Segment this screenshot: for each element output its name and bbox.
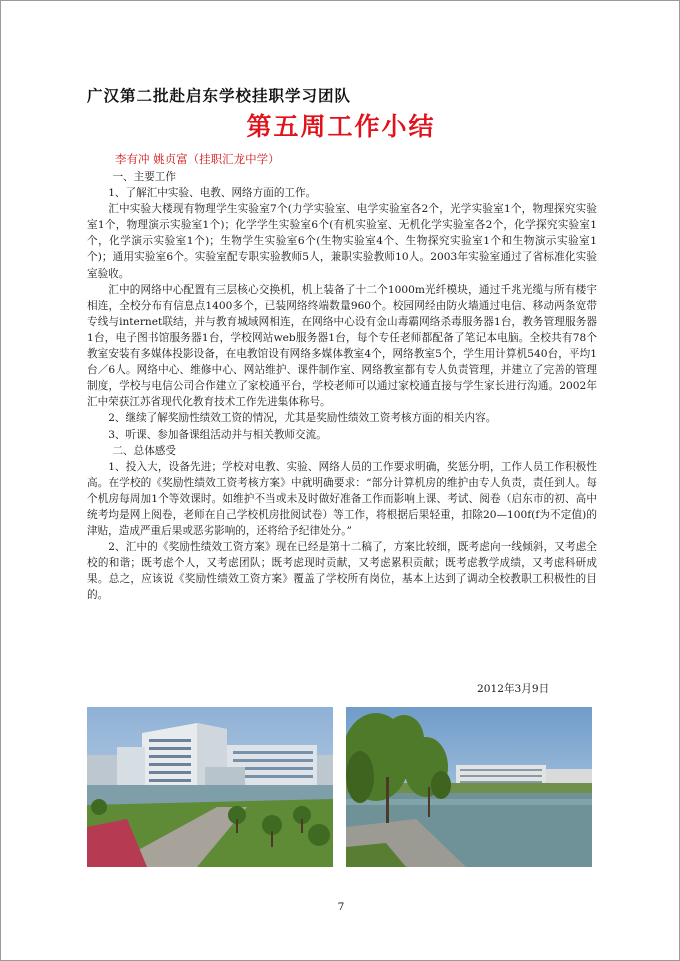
- organization-line: 广汉第二批赴启东学校挂职学习团队: [87, 86, 352, 105]
- section-heading-main-work: 一、主要工作: [112, 171, 176, 183]
- report-date: 2012年3月9日: [477, 683, 550, 695]
- page-title: 第五周工作小结: [246, 112, 436, 141]
- campus-building-photo: [87, 707, 333, 867]
- paragraph: 汇中的网络中心配置有三层核心交换机，机上装备了十二个1000m光纤模块，通过千兆光缆与所有楼宇相连，全校分布有信息点1400多个，已装网络终端数量960个。校园网经由防火墙通过电信、移动两条宽带专线与internet联结，并与教育城域网相连，在网络中心设有金山毒霸网络杀毒服务器1台，教务管理服务器1台，电子图书馆服务器1台，学校网站web服务器1台，每个专任老师都配备了笔记本电脑。全校共有78个教室安装有多媒体投影设备，在电教馆设有网络多媒体教室4个，网络教室5个，学生用计算机540台，平均1台／6人。网络中心、维修中心、网站维护、课件制作室、网络教室都有专人负责管理，并建立了完善的管理制度，学校与电信公司合作建立了家校通平台，学校老师可以通过家校通直接与学生家长进行沟通。2002年汇中荣获江苏省现代化教育技术工作先进集体称号。: [87, 283, 597, 409]
- paragraph: 3、听课、参加备课组活动并与相关教师交流。: [108, 428, 327, 441]
- campus-lake-photo: [346, 707, 592, 867]
- paragraph: 1、了解汇中实验、电教、网络方面的工作。: [108, 187, 317, 200]
- authors-line: 李有冲 姚贞富（挂职汇龙中学）: [115, 152, 280, 166]
- page-number: 7: [337, 901, 345, 913]
- paragraph: 汇中实验大楼现有物理学生实验室7个(力学实验室、电学实验室各2个，光学实验室1个，物理探究实验室1个，物理演示实验室1个)；化学学生实验室6个(有机实验室、无机化学实验室各2个，化学探究实验室1个，化学演示实验室1个)；生物学生实验室6个(生物实验室4个、生物探究实验室1个和生物演示实验室1个)；通用实验室6个。实验室配专职实验教师5人，兼职实验教师10人。2003年实验室通过了省标准化实验室验收。: [87, 203, 597, 280]
- paragraph: 2、继续了解奖励性绩效工资的情况，尤其是奖励性绩效工资考核方面的相关内容。: [108, 412, 497, 425]
- report-body: [87, 169, 597, 604]
- paragraph: 1、投入大，设备先进；学校对电教、实验、网络人员的工作要求明确，奖惩分明，工作人员工作积极性高。在学校的《奖励性绩效工资考核方案》中就明确要求：“部分计算机房的维护由专人负责，责任到人。每个机房每周加1个等效课时。如维护不当或未及时做好准备工作而影响上课、考试、阅卷（启东市的初、高中统考均是网上阅卷，老师在自己学校机房批阅试卷）等工作，将根据后果轻重，扣除20—100f(f为不定值)的津贴，造成严重后果或恶劣影响的，还将给予纪律处分。”: [87, 460, 597, 538]
- section-heading-overall-feelings: 二、总体感受: [112, 444, 176, 457]
- paragraph: 2、汇中的《奖励性绩效工资方案》现在已经是第十二稿了，方案比较细，既考虑向一线倾斜，又考虑全校的和谐；既考虑个人，又考虑团队；既考虑现时贡献，又考虑累积贡献；既考虑教学成绩，又考虑科研成果。总之，应该说《奖励性绩效工资方案》覆盖了学校所有岗位，基本上达到了调动全校教职工积极性的目的。: [87, 541, 597, 602]
